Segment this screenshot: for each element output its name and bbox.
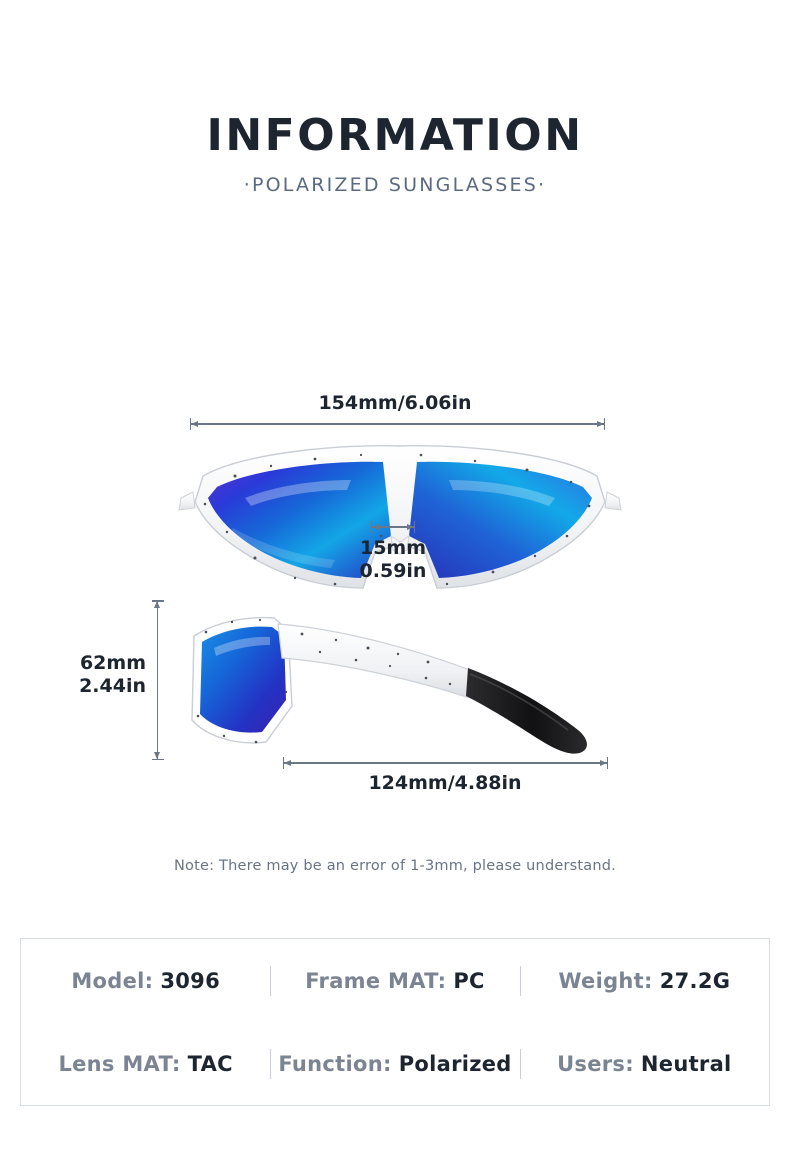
measure-arrow-left: [372, 524, 379, 530]
spec-value: 3096: [160, 968, 220, 993]
bridge-width-label-line2: 0.59in: [359, 560, 427, 583]
spec-key: Frame MAT:: [305, 968, 447, 993]
front-width-label: 154mm/6.06in: [318, 392, 472, 415]
front-width-measure: [190, 418, 605, 430]
temple-length-measure: [283, 757, 608, 769]
measure-line: [190, 423, 605, 424]
side-height-label-line1: 62mm: [79, 652, 146, 675]
measure-arrow-right: [407, 524, 414, 530]
spec-row: [21, 1022, 769, 1105]
measure-arrow-right: [600, 760, 607, 766]
spec-cell-function: [270, 1052, 519, 1076]
measure-line: [283, 762, 608, 763]
measure-arrow-top: [154, 601, 160, 608]
spec-key: Users:: [557, 1051, 634, 1076]
spec-key: Weight:: [558, 968, 653, 993]
page-title: INFORMATION: [206, 110, 584, 161]
bridge-width-label-line1: 15mm: [359, 537, 427, 560]
page-header: [0, 0, 790, 196]
spec-value: 27.2G: [659, 968, 731, 993]
temple-length-label: 124mm/4.88in: [368, 772, 522, 795]
measure-line: [157, 600, 158, 760]
spec-key: Lens MAT:: [58, 1051, 181, 1076]
bridge-width-measure: [371, 521, 415, 533]
spec-cell-users: [520, 1052, 769, 1076]
sunglasses-side-view: [170, 596, 630, 776]
spec-value: Neutral: [640, 1051, 732, 1076]
side-height-label-line2: 2.44in: [79, 675, 146, 698]
spec-cell-frame-mat: [270, 969, 519, 993]
spec-key: Model:: [71, 968, 154, 993]
spec-cell-lens-mat: [21, 1052, 270, 1076]
spec-value: Polarized: [398, 1051, 512, 1076]
spec-value: PC: [453, 968, 485, 993]
spec-cell-model: [21, 969, 270, 993]
measure-arrow-bottom: [154, 752, 160, 759]
spec-row: [21, 939, 769, 1022]
spec-value: TAC: [187, 1051, 233, 1076]
measure-arrow-left: [284, 760, 291, 766]
measure-arrow-left: [191, 421, 198, 427]
side-height-measure: [152, 600, 164, 760]
product-dimension-diagram: [0, 214, 790, 914]
page-subtitle: ·POLARIZED SUNGLASSES·: [243, 174, 547, 197]
spec-key: Function:: [278, 1051, 392, 1076]
measure-arrow-right: [597, 421, 604, 427]
spec-cell-weight: [520, 969, 769, 993]
specifications-table: [20, 938, 770, 1106]
measurement-note: Note: There may be an error of 1-3mm, please understand.: [174, 858, 616, 875]
